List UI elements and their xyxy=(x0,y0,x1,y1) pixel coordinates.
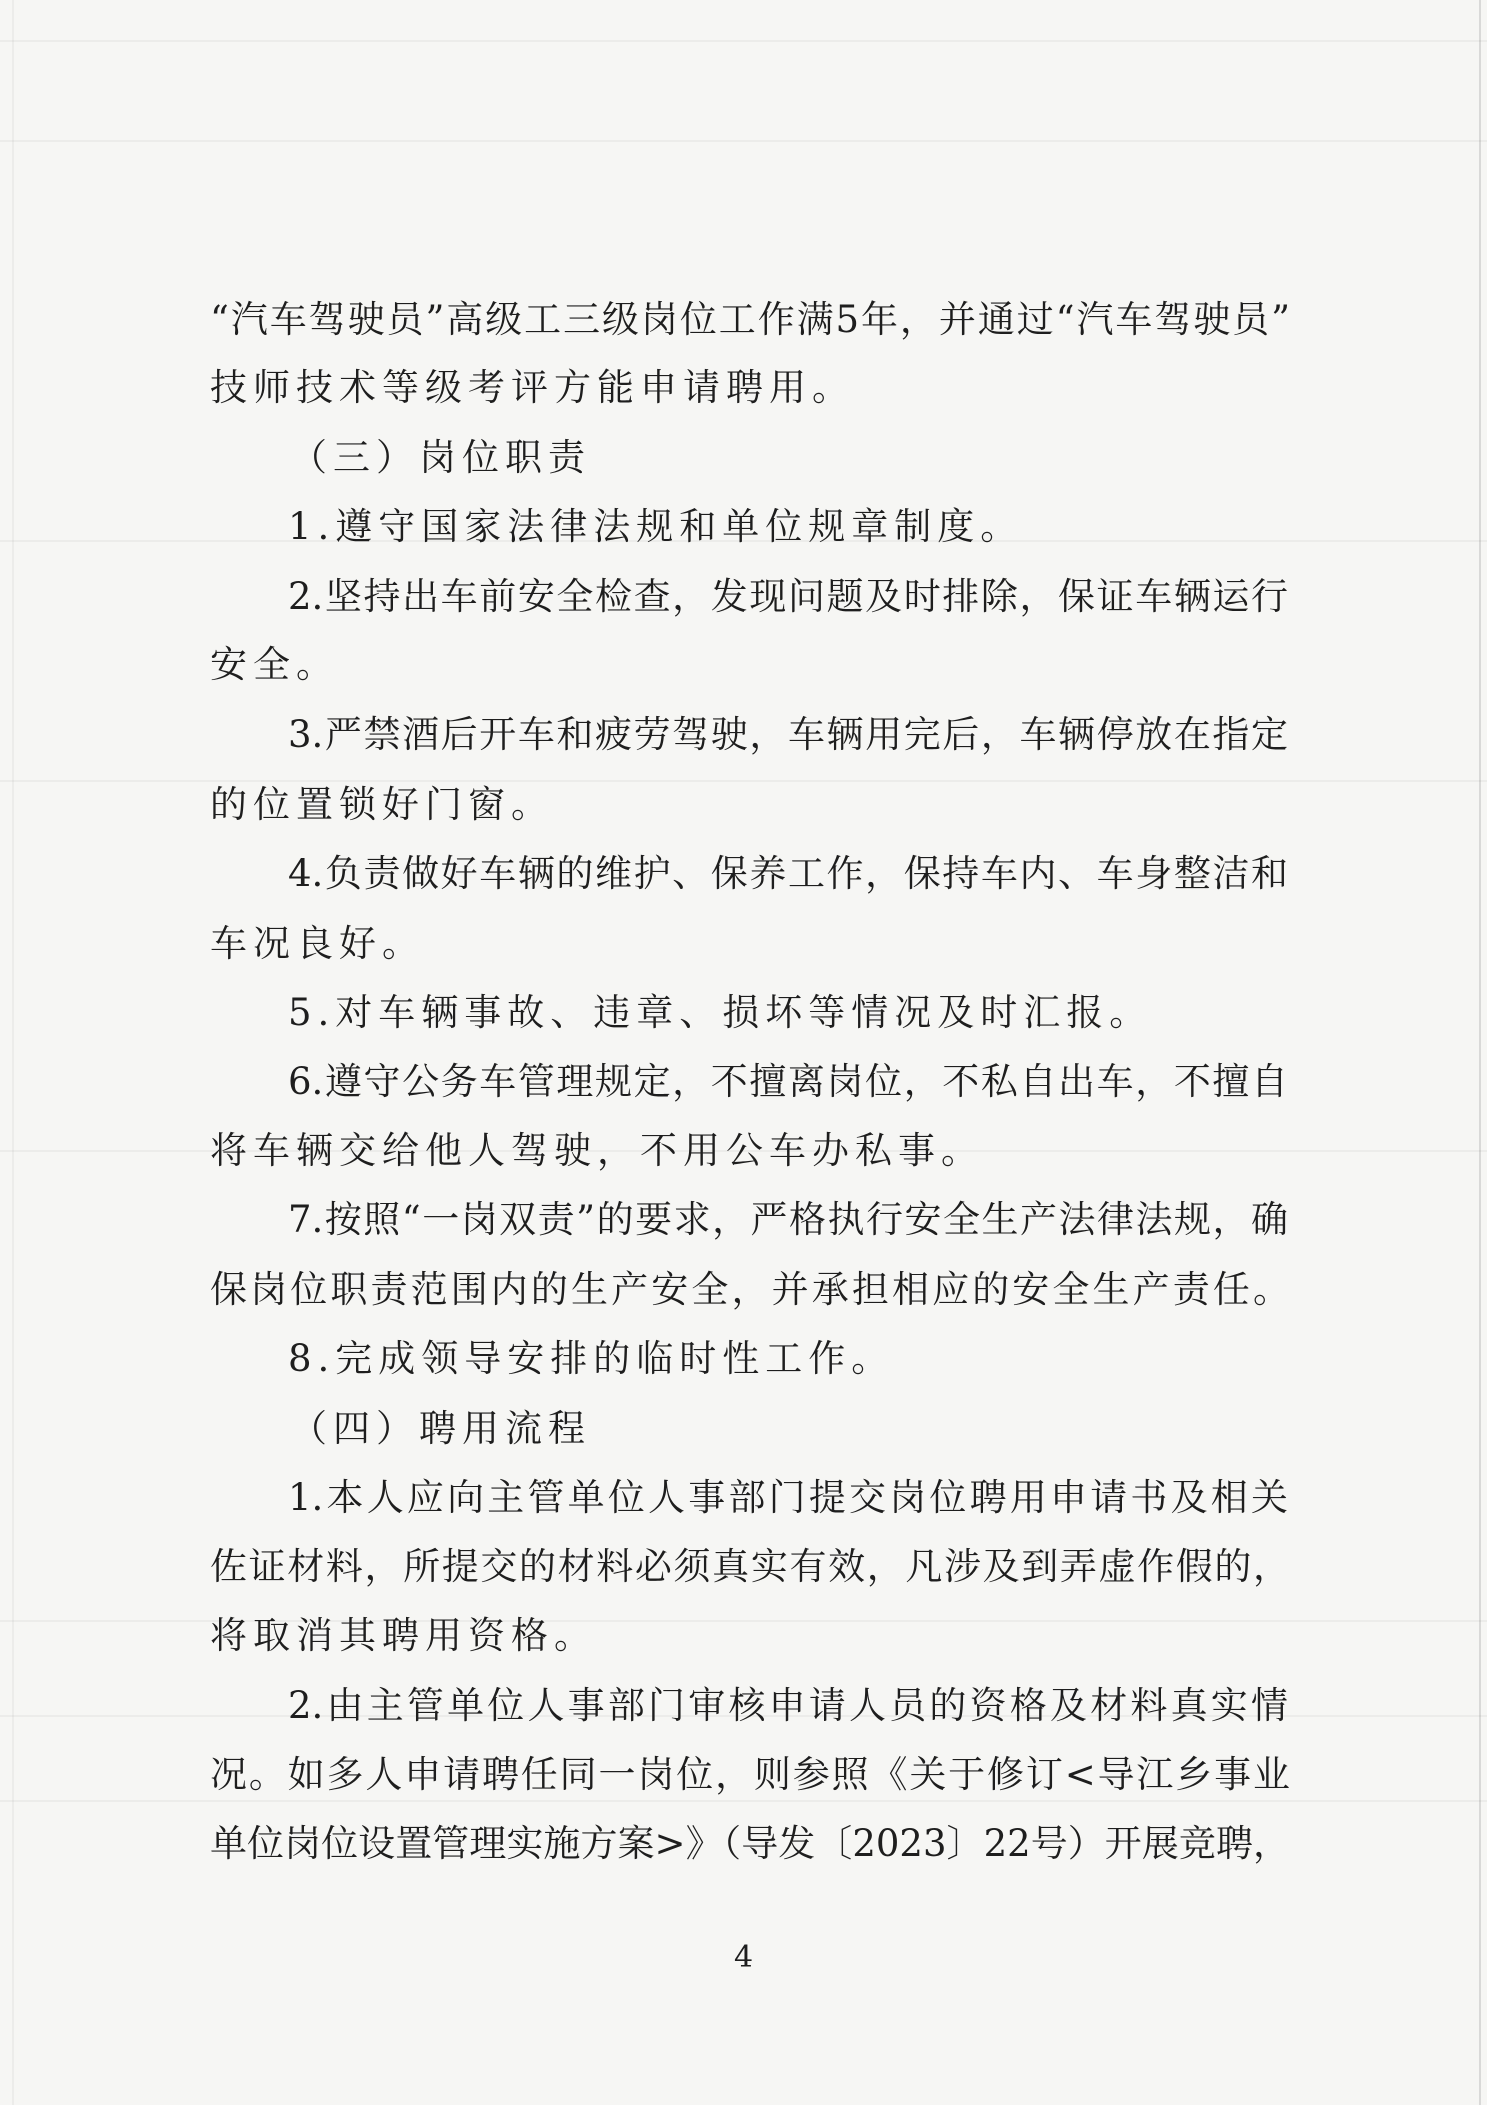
text-line-process-2: 2.由主管单位人事部门审核申请人员的资格及材料真实情 xyxy=(288,1684,1288,1727)
page-number: 4 xyxy=(733,1940,754,1975)
text-line-duty-6-cont: 将车辆交给他人驾驶，不用公车办私事。 xyxy=(210,1129,984,1172)
scan-edge-right xyxy=(1479,0,1481,2105)
text-line-duty-1: 1.遵守国家法律法规和单位规章制度。 xyxy=(288,505,1024,548)
section-heading-process: （四）聘用流程 xyxy=(290,1407,591,1450)
text-line-duty-4-cont: 车况良好。 xyxy=(210,922,425,965)
text-line-duty-4: 4.负责做好车辆的维护、保养工作，保持车内、车身整洁和 xyxy=(288,852,1288,895)
text-line-duty-7: 7.按照“一岗双责”的要求，严格执行安全生产法律法规，确 xyxy=(288,1198,1288,1241)
text-line-1: “汽车驾驶员”高级工三级岗位工作满5年，并通过“汽车驾驶员” xyxy=(210,298,1290,341)
text-line-duty-5: 5.对车辆事故、违章、损坏等情况及时汇报。 xyxy=(288,991,1153,1034)
text-line-process-1: 1.本人应向主管单位人事部门提交岗位聘用申请书及相关 xyxy=(288,1476,1288,1519)
section-heading-duties: （三）岗位职责 xyxy=(290,436,591,479)
text-line-process-1-end: 将取消其聘用资格。 xyxy=(210,1614,597,1657)
text-line-process-1-cont: 佐证材料，所提交的材料必须真实有效，凡涉及到弄虚作假的， xyxy=(210,1545,1290,1588)
scan-edge-left xyxy=(12,0,14,2105)
text-line-duty-3: 3.严禁酒后开车和疲劳驾驶，车辆用完后，车辆停放在指定 xyxy=(288,713,1288,756)
text-line-duty-3-cont: 的位置锁好门窗。 xyxy=(210,783,554,826)
text-line-2: 技师技术等级考评方能申请聘用。 xyxy=(210,366,855,409)
text-line-duty-2: 2.坚持出车前安全检查，发现问题及时排除，保证车辆运行 xyxy=(288,575,1288,618)
text-line-duty-8: 8.完成领导安排的临时性工作。 xyxy=(288,1337,895,1380)
text-line-duty-2-cont: 安全。 xyxy=(210,643,339,686)
text-line-duty-7-cont: 保岗位职责范围内的生产安全，并承担相应的安全生产责任。 xyxy=(210,1268,1290,1311)
text-line-process-2-end: 单位岗位设置管理实施方案>》（导发〔2023〕22号）开展竞聘， xyxy=(210,1822,1290,1865)
text-line-process-2-cont: 况。如多人申请聘任同一岗位，则参照《关于修订<导江乡事业 xyxy=(210,1753,1290,1796)
text-line-duty-6: 6.遵守公务车管理规定，不擅离岗位，不私自出车，不擅自 xyxy=(288,1060,1288,1103)
